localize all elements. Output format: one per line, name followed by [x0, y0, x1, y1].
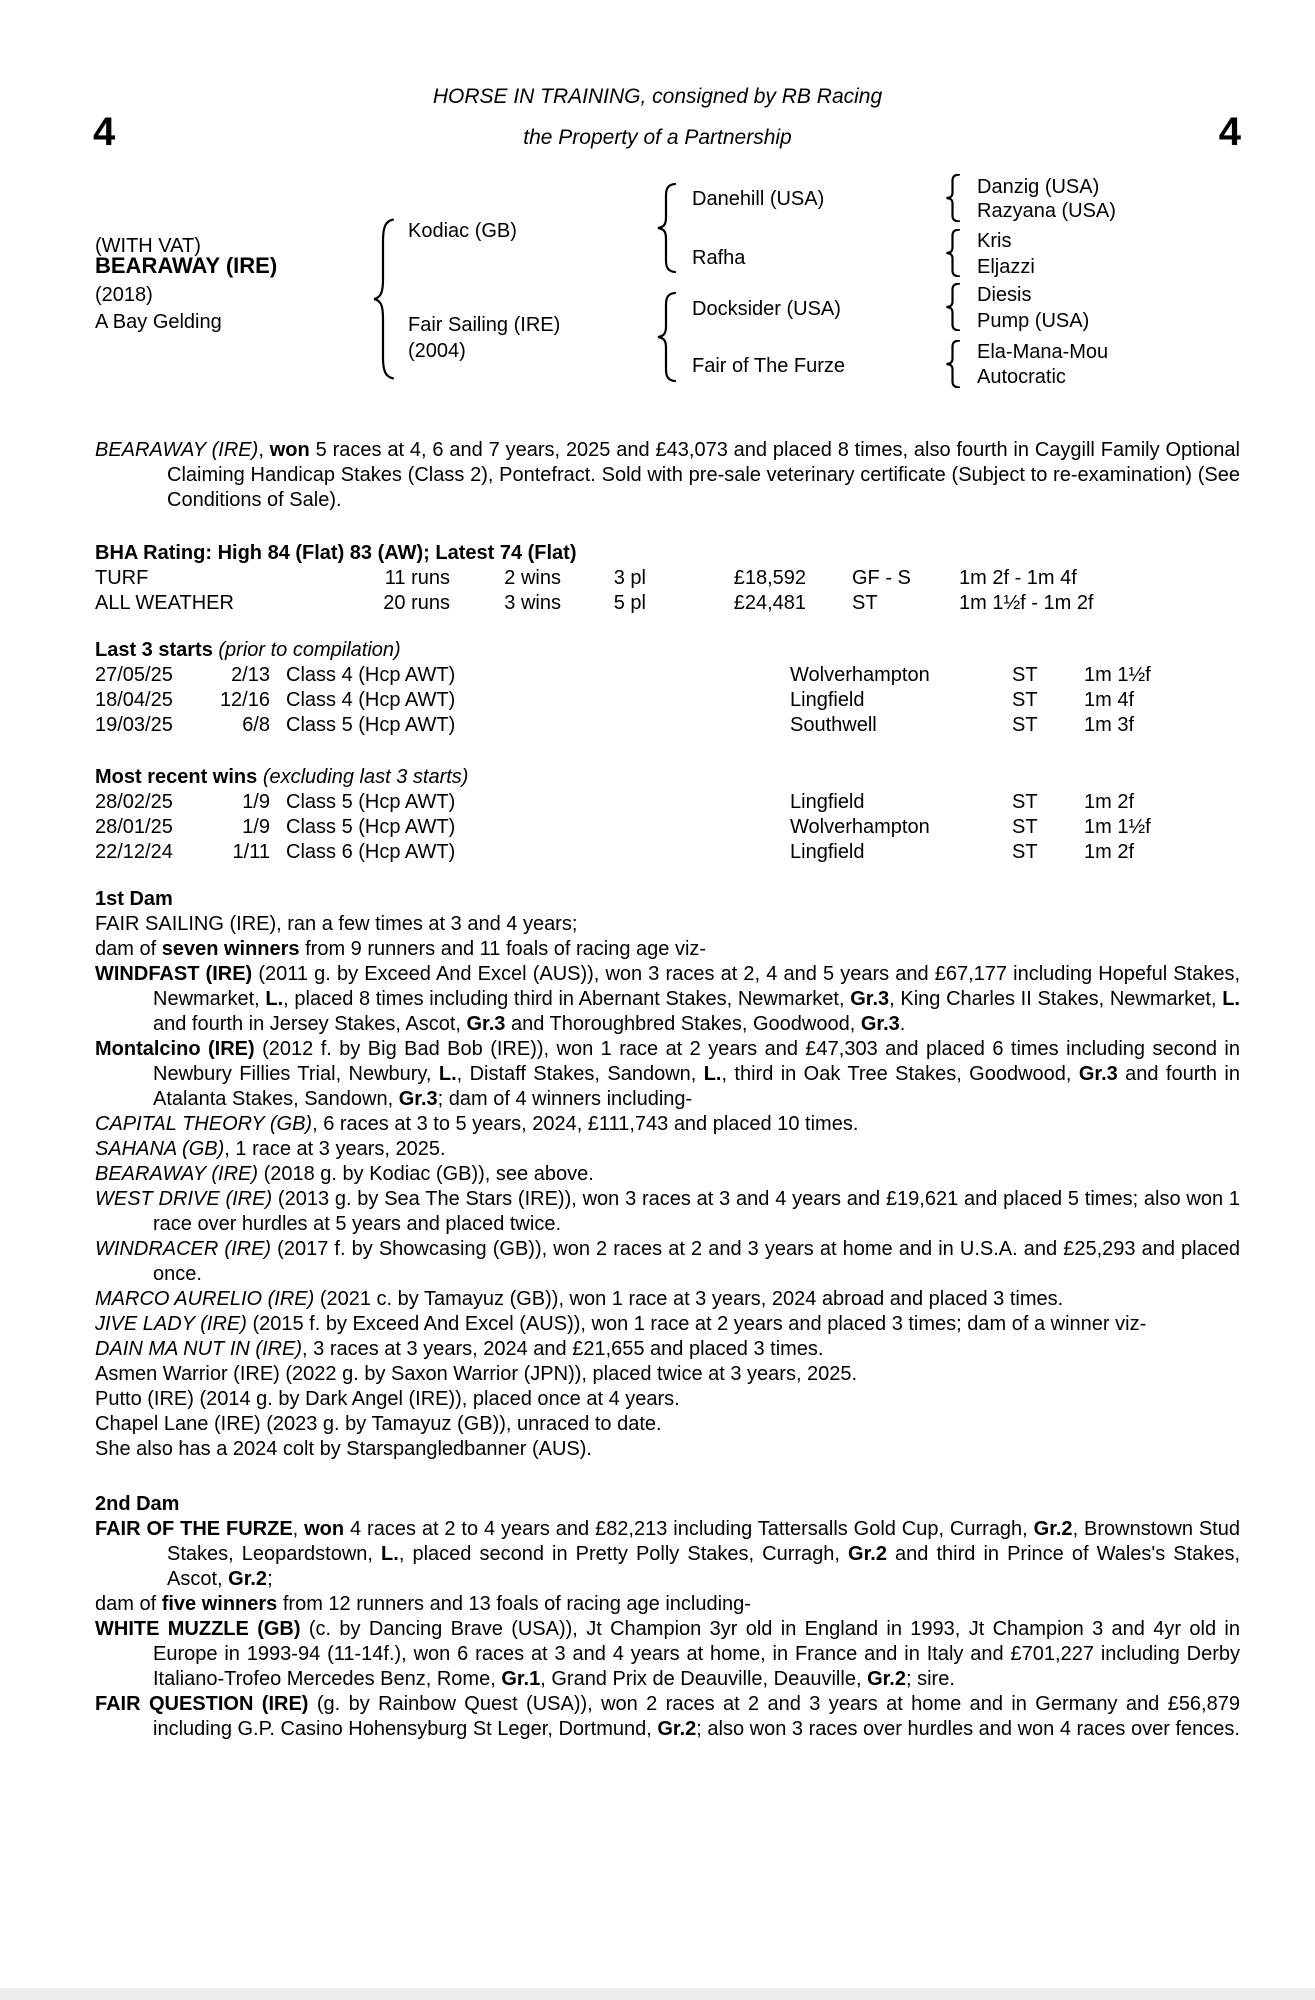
produce-entry-sahana: SAHANA (GB), 1 race at 3 years, 2025. [95, 1138, 446, 1160]
gen4-ela-mana-mou: Ela-Mana-Mou [977, 341, 1109, 363]
gen4-danzig: Danzig (USA) [977, 176, 1100, 198]
race-class: Class 5 (Hcp AWT) [286, 791, 456, 813]
property-header: the Property of a Partnership [523, 126, 792, 149]
race-distance: 1m 2f [1084, 841, 1135, 863]
lot-number-right: 4 [1218, 110, 1241, 154]
recent-wins-heading: Most recent wins (excluding last 3 starts) [95, 766, 469, 788]
produce-entry-putto: Putto (IRE) (2014 g. by Dark Angel (IRE)), placed once at 4 years. [95, 1388, 680, 1410]
race-distance: 1m 1½f [1084, 816, 1151, 838]
race-date: 22/12/24 [95, 841, 173, 863]
produce-entry-capital-theory: CAPITAL THEORY (GB), 6 races at 3 to 5 years, 2024, £111,743 and placed 10 times. [95, 1113, 859, 1135]
race-distance: 1m 1½f [1084, 664, 1151, 686]
going-value: ST [852, 592, 878, 614]
finish-position: 1/11 [232, 841, 270, 863]
race-class: Class 4 (Hcp AWT) [286, 689, 456, 711]
first-dam-heading: 1st Dam [95, 888, 173, 910]
pedigree-brace-sire [656, 183, 676, 273]
race-class: Class 5 (Hcp AWT) [286, 714, 456, 736]
gen4-kris: Kris [977, 230, 1012, 252]
finish-position: 2/13 [231, 664, 270, 686]
second-dam-record: FAIR OF THE FURZE, won 4 races at 2 to 4 years and £82,213 including Tattersalls Gold Cup, Curragh, Gr.2, Brownstown Stud Stakes, Leopardstown, L., placed second in Pretty Polly Stakes, Curragh, Gr.2 and third in Prince of Wales's Stakes, Ascot, Gr.2; [95, 1518, 1241, 1590]
win-row [95, 815, 1240, 840]
sire-name: Kodiac (GB) [408, 220, 517, 242]
race-date: 27/05/25 [95, 664, 173, 686]
gen4-eljazzi: Eljazzi [977, 256, 1035, 278]
going-abbrev: ST [1012, 689, 1038, 711]
produce-entry-windfast: WINDFAST (IRE) (2011 g. by Exceed And Excel (AUS)), won 3 races at 2, 4 and 5 years and £67,177 including Hopeful Stakes, Newmarket, L., placed 8 times including third in Abernant Stakes, Newmarket, Gr.3, King Charles II Stakes, Newmarket, L. and fourth in Jersey Stakes, Ascot, Gr.3 and Thoroughbred Stakes, Goodwood, Gr.3. [95, 963, 1241, 1035]
second-dam-produce-summary: dam of five winners from 12 runners and 13 foals of racing age including- [95, 1593, 751, 1615]
color-sex: A Bay Gelding [95, 311, 222, 333]
pedigree-brace-gen3-1 [945, 174, 960, 222]
race-class: Class 4 (Hcp AWT) [286, 664, 456, 686]
pedigree-brace-gen1 [372, 218, 394, 380]
going-value: GF - S [852, 567, 911, 589]
produce-entry-jive-lady: JIVE LADY (IRE) (2015 f. by Exceed And Excel (AUS)), won 1 race at 2 years and placed 3 times; dam of a winner viz- [95, 1313, 1147, 1335]
pedigree-brace-gen3-4 [945, 340, 960, 388]
going-abbrev: ST [1012, 664, 1038, 686]
course-name: Lingfield [790, 841, 865, 863]
race-date: 19/03/25 [95, 714, 173, 736]
earnings-value: £18,592 [733, 567, 806, 589]
surface-label: ALL WEATHER [95, 592, 234, 614]
produce-entry-white-muzzle: WHITE MUZZLE (GB) (c. by Dancing Brave (USA)), Jt Champion 3yr old in England in 1993, Jt Champion 3 and 4yr old in Europe in 1993-94 (11-14f.), won 6 races at 3 and 4 years at home, in France and in Italy and £701,227 including Derby Italiano-Trofeo Mercedes Benz, Rome, Gr.1, Grand Prix de Deauville, Deauville, Gr.2; sire. [95, 1618, 1240, 1690]
last-3-starts-heading: Last 3 starts (prior to compilation) [95, 639, 401, 661]
earnings-value: £24,481 [733, 592, 806, 614]
course-name: Wolverhampton [790, 816, 930, 838]
consignor-header: HORSE IN TRAINING, consigned by RB Racing [432, 85, 883, 108]
produce-entry-bearaway: BEARAWAY (IRE) (2018 g. by Kodiac (GB)), see above. [95, 1163, 594, 1185]
dam-also-note: She also has a 2024 colt by Starspangledbanner (AUS). [95, 1438, 592, 1460]
dam-dam-name: Fair of The Furze [692, 355, 846, 377]
race-distance: 1m 4f [1084, 689, 1135, 711]
gen4-razyana: Razyana (USA) [977, 200, 1116, 222]
second-dam-section [95, 1492, 1240, 1742]
produce-entry-chapel-lane: Chapel Lane (IRE) (2023 g. by Tamayuz (GB)), unraced to date. [95, 1413, 662, 1435]
dam-year: (2004) [408, 340, 466, 362]
produce-entry-marco-aurelio: MARCO AURELIO (IRE) (2021 c. by Tamayuz (GB)), won 1 race at 3 years, 2024 abroad and placed 3 times. [95, 1288, 1064, 1310]
finish-position: 1/9 [242, 816, 270, 838]
pedigree-brace-gen3-3 [945, 283, 960, 331]
distance-range: 1m 2f - 1m 4f [959, 567, 1077, 589]
first-dam-section [95, 887, 1240, 1462]
lot-number-left: 4 [93, 110, 116, 154]
pedigree-table [0, 0, 1315, 420]
produce-entry-asmen-warrior: Asmen Warrior (IRE) (2022 g. by Saxon Warrior (JPN)), placed twice at 3 years, 2025. [95, 1363, 858, 1385]
going-abbrev: ST [1012, 714, 1038, 736]
win-row [95, 840, 1240, 865]
places-value: 5 pl [613, 592, 646, 614]
course-name: Lingfield [790, 791, 865, 813]
race-distance: 1m 3f [1084, 714, 1135, 736]
produce-entry-windracer: WINDRACER (IRE) (2017 f. by Showcasing (GB)), won 2 races at 2 and 3 years at home and in U.S.A. and £25,293 and placed once. [95, 1238, 1240, 1285]
horse-name: BEARAWAY (IRE) [95, 253, 278, 278]
dam-record: FAIR SAILING (IRE), ran a few times at 3 and 4 years; [95, 913, 578, 935]
distance-range: 1m 1½f - 1m 2f [959, 592, 1094, 614]
finish-position: 12/16 [219, 689, 270, 711]
finish-position: 1/9 [242, 791, 270, 813]
catalogue-body [95, 438, 1240, 1742]
sire-dam-name: Rafha [692, 247, 746, 269]
wins-value: 3 wins [504, 592, 561, 614]
produce-entry-west-drive: WEST DRIVE (IRE) (2013 g. by Sea The Stars (IRE)), won 3 races at 3 and 4 years and £19,621 and placed 5 times; also won 1 race over hurdles at 5 years and placed twice. [95, 1188, 1240, 1235]
race-class: Class 6 (Hcp AWT) [286, 841, 456, 863]
race-date: 28/01/25 [95, 816, 173, 838]
race-date: 28/02/25 [95, 791, 173, 813]
foal-year: (2018) [95, 284, 153, 306]
going-abbrev: ST [1012, 841, 1038, 863]
last-3-starts-section [95, 638, 1240, 738]
surface-label: TURF [95, 567, 149, 589]
gen4-pump: Pump (USA) [977, 310, 1090, 332]
bha-section [95, 541, 1240, 616]
produce-entry-fair-question: FAIR QUESTION (IRE) (g. by Rainbow Quest (USA)), won 2 races at 2 and 3 years at home and in Germany and £56,879 including G.P. Casino Hohensyburg St Leger, Dortmund, Gr.2; also won 3 races over hurdles and won 4 races over fences. [95, 1693, 1240, 1740]
dam-sire-name: Docksider (USA) [692, 298, 841, 320]
bha-rating-heading: BHA Rating: High 84 (Flat) 83 (AW); Latest 74 (Flat) [95, 542, 577, 564]
course-name: Wolverhampton [790, 664, 930, 686]
pedigree-brace-dam [656, 292, 676, 382]
second-dam-heading: 2nd Dam [95, 1493, 180, 1515]
race-date: 18/04/25 [95, 689, 173, 711]
stats-row-turf [95, 566, 1240, 591]
produce-entry-montalcino: Montalcino (IRE) (2012 f. by Big Bad Bob (IRE)), won 1 race at 2 years and £47,303 and placed 6 times including second in Newbury Fillies Trial, Newbury, L., Distaff Stakes, Sandown, L., third in Oak Tree Stakes, Goodwood, Gr.3 and fourth in Atalanta Stakes, Sandown, Gr.3; dam of 4 winners including- [95, 1038, 1240, 1110]
scan-edge [0, 1988, 1315, 2000]
runs-value: 20 runs [383, 592, 450, 614]
win-row [95, 790, 1240, 815]
sire-sire-name: Danehill (USA) [692, 188, 825, 210]
start-row [95, 713, 1240, 738]
recent-wins-section [95, 765, 1240, 865]
wins-value: 2 wins [504, 567, 561, 589]
gen4-autocratic: Autocratic [977, 366, 1066, 388]
going-abbrev: ST [1012, 816, 1038, 838]
going-abbrev: ST [1012, 791, 1038, 813]
course-name: Southwell [790, 714, 877, 736]
race-record-paragraph: BEARAWAY (IRE), won 5 races at 4, 6 and 7 years, 2025 and £43,073 and placed 8 times, also fourth in Caygill Family Optional Claiming Handicap Stakes (Class 2), Pontefract. Sold with pre-sale veterinary certificate (Subject to re-examination) (See Conditions of Sale). [95, 439, 1240, 511]
course-name: Lingfield [790, 689, 865, 711]
produce-entry-dain-ma-nut-in: DAIN MA NUT IN (IRE), 3 races at 3 years, 2024 and £21,655 and placed 3 times. [95, 1338, 824, 1360]
dam-name: Fair Sailing (IRE) [408, 314, 561, 336]
stats-row-all-weather [95, 591, 1240, 616]
finish-position: 6/8 [242, 714, 270, 736]
start-row [95, 688, 1240, 713]
vat-note: (WITH VAT) [95, 235, 201, 257]
gen4-diesis: Diesis [977, 284, 1032, 306]
places-value: 3 pl [613, 567, 646, 589]
pedigree-brace-gen3-2 [945, 229, 960, 277]
start-row [95, 663, 1240, 688]
race-class: Class 5 (Hcp AWT) [286, 816, 456, 838]
runs-value: 11 runs [384, 567, 450, 589]
race-distance: 1m 2f [1084, 791, 1135, 813]
dam-produce-summary: dam of seven winners from 9 runners and 11 foals of racing age viz- [95, 938, 707, 960]
